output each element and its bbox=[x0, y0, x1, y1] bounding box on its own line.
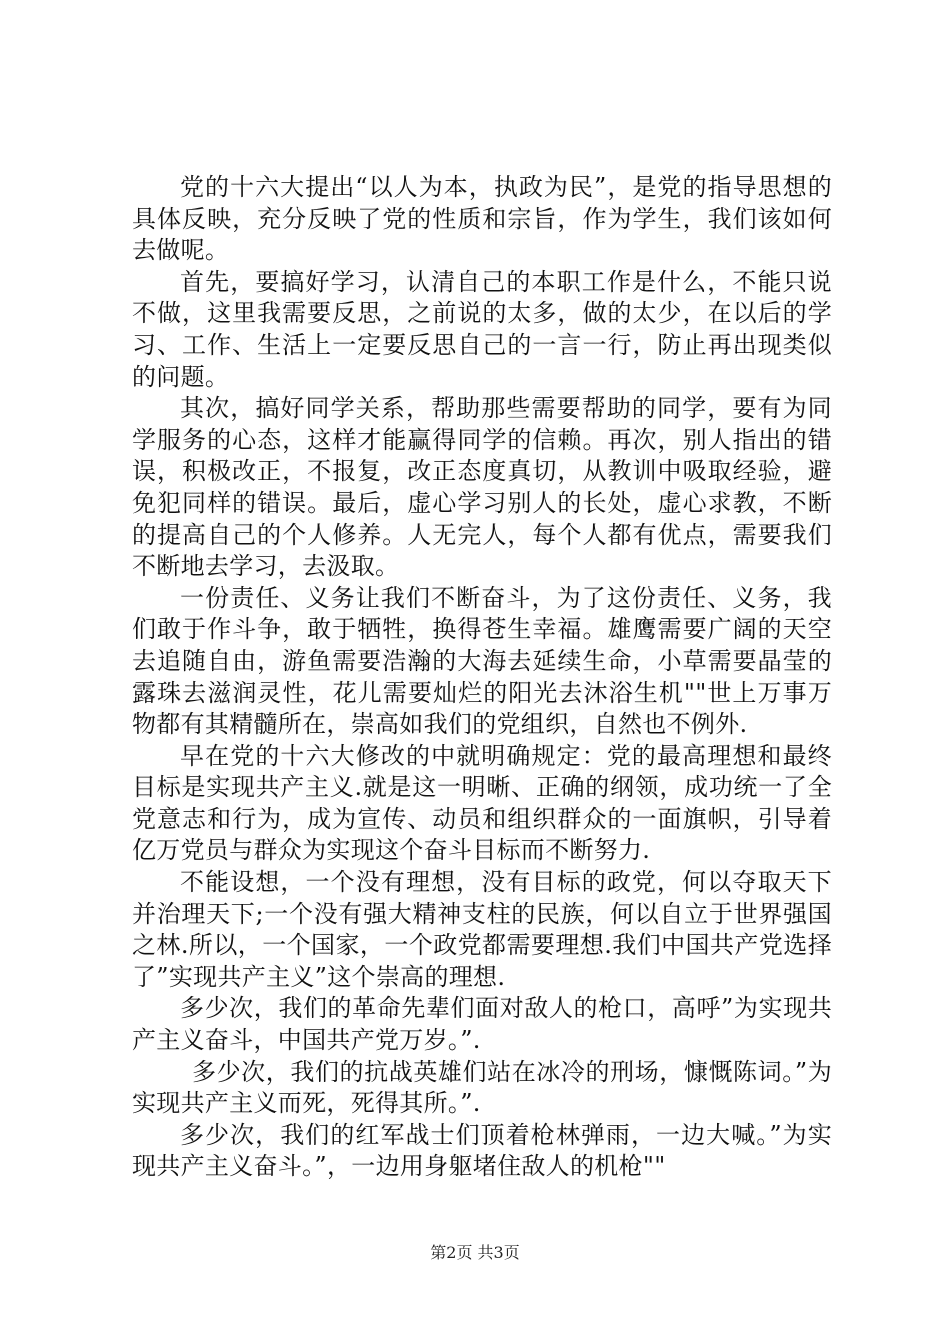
paragraph: 多少次，我们的红军战士们顶着枪林弹雨，一边大喊。”为实现共产主义奋斗。”，一边用身躯堵住敌人的机枪"" bbox=[132, 1120, 832, 1181]
paragraph: 一份责任、义务让我们不断奋斗，为了这份责任、义务，我们敢于作斗争，敢于牺牲，换得苍生幸福。雄鹰需要广阔的天空去追随自由，游鱼需要浩瀚的大海去延续生命，小草需要晶莹的露珠去滋润灵性，花儿需要灿烂的阳光去沐浴生机""世上万事万物都有其精髓所在，崇高如我们的党组织，自然也不例外. bbox=[132, 583, 832, 739]
paragraph: 首先，要搞好学习，认清自己的本职工作是什么，不能只说不做，这里我需要反思，之前说的太多，做的太少，在以后的学习、工作、生活上一定要反思自己的一言一行，防止再出现类似的问题。 bbox=[132, 267, 832, 391]
paragraph: 不能设想，一个没有理想，没有目标的政党，何以夺取天下并治理天下;一个没有强大精神支柱的民族，何以自立于世界强国之林.所以，一个国家，一个政党都需要理想.我们中国共产党选择了”实现共产主义”这个崇高的理想. bbox=[132, 868, 832, 991]
paragraph: 其次，搞好同学关系，帮助那些需要帮助的同学，要有为同学服务的心态，这样才能赢得同学的信赖。再次，别人指出的错误，积极改正，不报复，改正态度真切，从教训中吸取经验，避免犯同样的错误。最后，虚心学习别人的长处，虚心求教，不断的提高自己的个人修养。人无完人，每个人都有优点，需要我们不断地去学习，去汲取。 bbox=[132, 394, 832, 581]
page-footer: 第2页 共3页 bbox=[430, 1243, 520, 1262]
paragraph: 多少次，我们的革命先辈们面对敌人的枪口，高呼”为实现共产主义奋斗，中国共产党万岁。”. bbox=[132, 994, 832, 1055]
document-body bbox=[132, 172, 832, 1183]
paragraph: 早在党的十六大修改的中就明确规定：党的最高理想和最终目标是实现共产主义.就是这一明晰、正确的纲领，成功统一了全党意志和行为，成为宣传、动员和组织群众的一面旗帜，引导着亿万党员与群众为实现这个奋斗目标而不断努力. bbox=[132, 741, 832, 865]
paragraph: 多少次，我们的抗战英雄们站在冰冷的刑场，慷慨陈词。”为实现共产主义而死，死得其所。”. bbox=[132, 1057, 832, 1118]
paragraph: 党的十六大提出“以人为本，执政为民”，是党的指导思想的具体反映，充分反映了党的性质和宗旨，作为学生，我们该如何去做呢。 bbox=[132, 173, 832, 265]
